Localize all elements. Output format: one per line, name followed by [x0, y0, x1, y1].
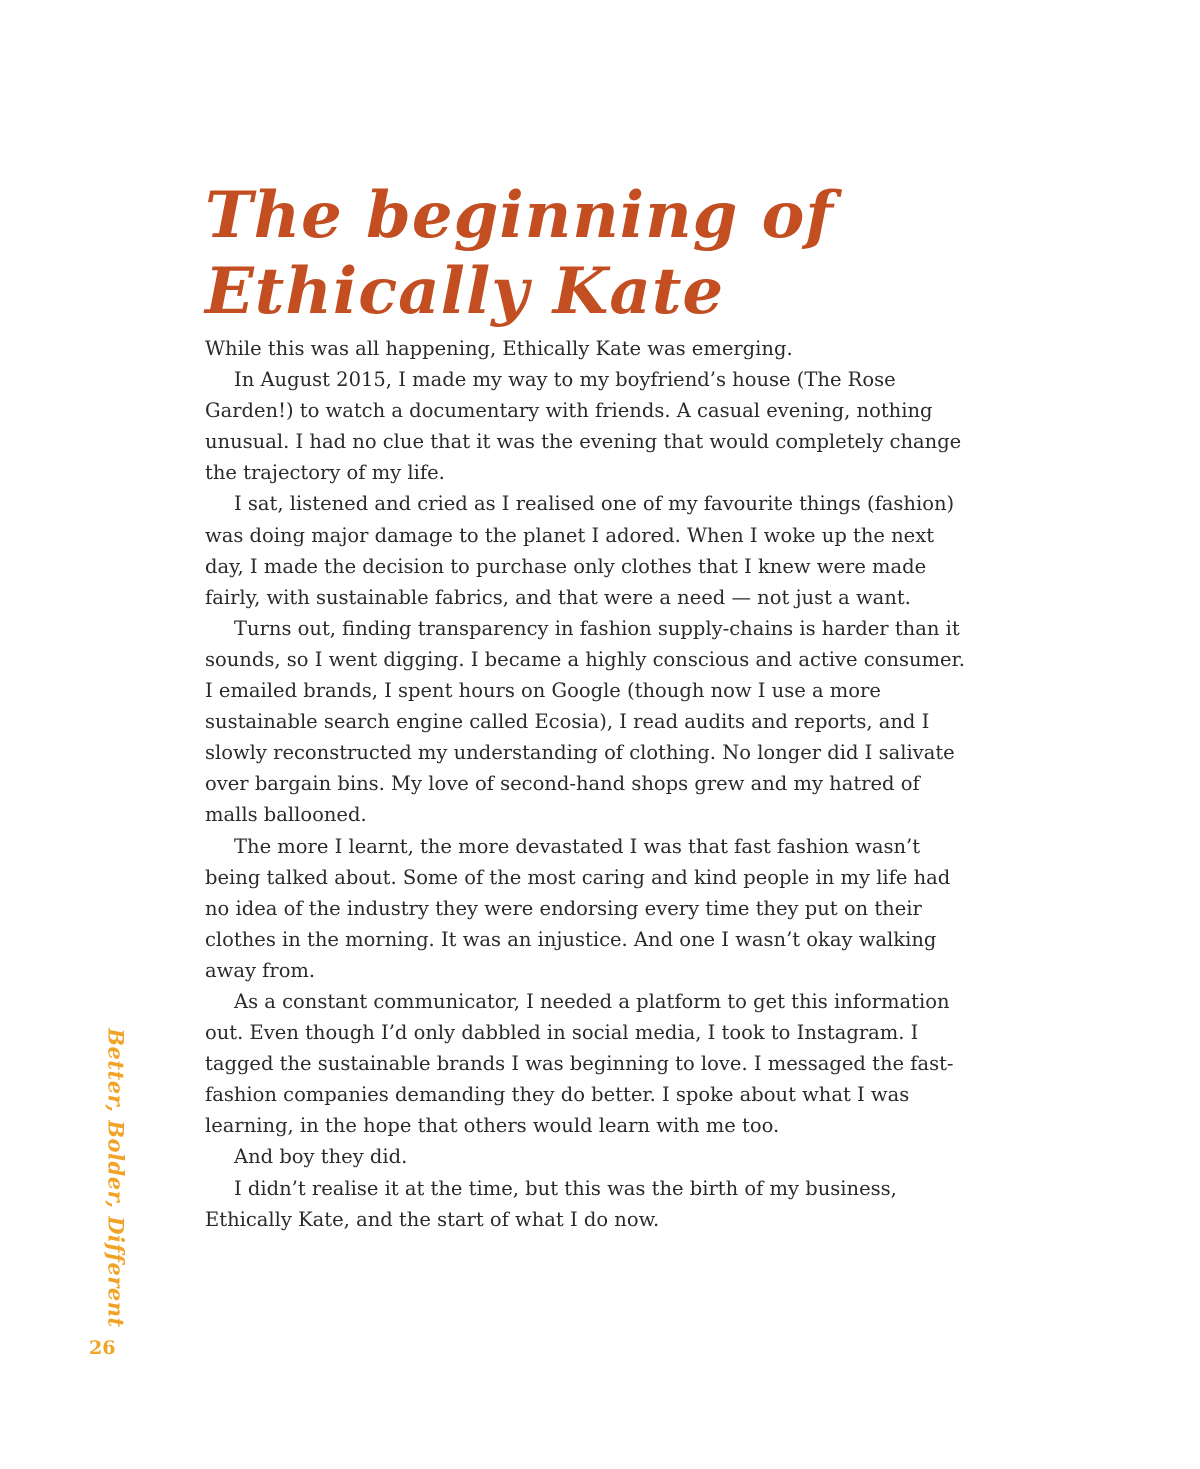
chapter-title — [205, 178, 925, 330]
paragraph: As a constant communicator, I needed a platform to get this information out. Even though I’d only dabbled in social media, I took to Instagram. I tagged the sustainable brands I was beginning to love. I messaged the fast-fashion companies demanding they do better. I spoke about what I was learning, in the hope that others would learn with me too. — [205, 989, 954, 1138]
paragraph: Turns out, finding transparency in fashion supply-chains is harder than it sounds, so I went digging. I became a highly conscious and active consumer. I emailed brands, I spent hours on Google (though now I use a more sustainable search engine called Ecosia), I read audits and reports, and I slowly reconstructed my understanding of clothing. No longer did I salivate over bargain bins. My love of second-hand shops grew and my hatred of malls ballooned. — [205, 616, 965, 827]
chapter-title-line-2: Ethically Kate — [205, 254, 725, 329]
running-head: Better, Bolder, Different — [103, 1028, 129, 1328]
paragraph: In August 2015, I made my way to my boyfriend’s house (The Rose Garden!) to watch a documentary with friends. A casual evening, nothing unusual. I had no clue that it was the evening that would completely change the trajectory of my life. — [205, 368, 962, 485]
paragraph: I sat, listened and cried as I realised one of my favourite things (fashion) was doing major damage to the planet I adored. When I woke up the next day, I made the decision to purchase only clothes that I knew were made fairly, with sustainable fabrics, and that were a need — not just a want. — [205, 492, 955, 609]
paragraph: The more I learnt, the more devastated I was that fast fashion wasn’t being talked about. Some of the most caring and kind people in my life had no idea of the industry they were endorsing every time they put on their clothes in the morning. It was an injustice. And one I wasn’t okay walking away from. — [205, 834, 951, 982]
paragraph: And boy they did. — [234, 1145, 408, 1169]
body-text — [205, 333, 975, 1235]
chapter-title-line-1: The beginning of — [205, 178, 834, 253]
paragraph: I didn’t realise it at the time, but this was the birth of my business, Ethically Kate, and the start of what I do now. — [205, 1176, 897, 1231]
page-number: 26 — [89, 1337, 116, 1359]
paragraph: While this was all happening, Ethically Kate was emerging. — [205, 337, 793, 360]
